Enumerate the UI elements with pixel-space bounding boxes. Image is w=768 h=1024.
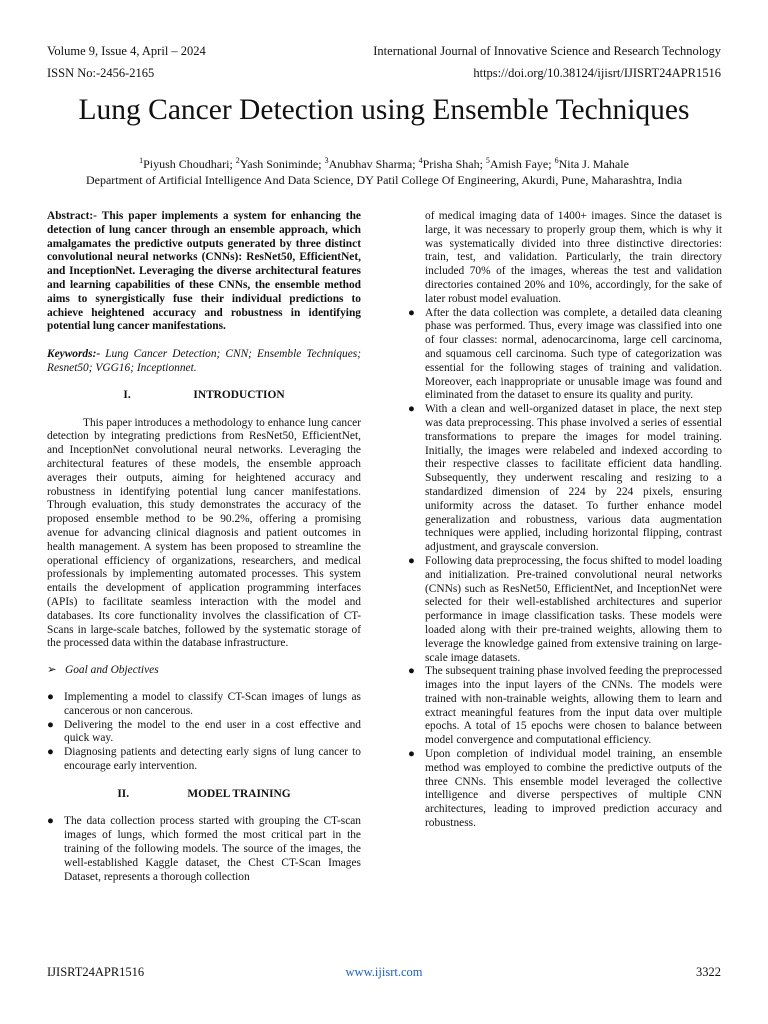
- section-heading-introduction: [47, 389, 361, 403]
- section-heading-model-training: [47, 788, 361, 802]
- author-block: [0, 153, 768, 188]
- list-item: [47, 746, 361, 774]
- list-item-text: Following data preprocessing, the focus shifted to model loading and initialization. Pre-trained convolutional neural networks (CNNs) such as ResNet50, EfficientNet, and InceptionNet were selected for their well-established architectures and superior performance in image classification tasks. These models were loaded along with their pre-trained weights, allowing them to leverage the knowledge gained from extensive training on large-scale image datasets.: [425, 554, 722, 664]
- list-item-text: Implementing a model to classify CT-Scan images of lungs as cancerous or non cancerous.: [64, 690, 361, 717]
- author-1-index: 1: [139, 156, 144, 165]
- bullet-icon: ●: [47, 690, 54, 703]
- author-list: [0, 153, 768, 172]
- author-5: Amish Faye;: [489, 157, 555, 171]
- author-2: Yash Soniminde;: [239, 157, 325, 171]
- doi-link[interactable]: https://doi.org/10.38124/ijisrt/IJISRT24APR1516: [473, 66, 721, 80]
- abstract: Abstract:- This paper implements a system for enhancing the detection of lung cancer through an ensemble approach, which amalgamates the predictive outputs generated by three distinct convolutional neural networks (CNNs): ResNet50, EfficientNet, and InceptionNet. Leveraging the diverse architectural features and learning capabilities of these CNNs, the ensemble method aims to synergistically fuse their individual predictions to achieve heightened accuracy and robustness in identifying potential lung cancer manifestations.: [47, 210, 361, 333]
- list-item: [47, 815, 361, 884]
- list-item-text: Diagnosing patients and detecting early signs of lung cancer to encourage early intervention.: [64, 746, 361, 772]
- keywords-label: Keywords:-: [47, 348, 101, 361]
- section-number: II.: [117, 787, 130, 800]
- arrow-bullet-icon: ➢: [47, 664, 57, 677]
- journal-name: International Journal of Innovative Science and Research Technology: [373, 44, 721, 58]
- goal-subheading: [47, 664, 361, 678]
- left-column: [47, 210, 361, 884]
- author-3-index: 3: [324, 156, 329, 165]
- section-number: I.: [123, 388, 131, 401]
- list-item-text: Delivering the model to the end user in a cost effective and quick way.: [64, 718, 361, 745]
- goal-subheading-text: Goal and Objectives: [65, 664, 159, 677]
- bullet-icon: ●: [47, 718, 54, 731]
- author-1: Piyush Choudhari;: [143, 157, 236, 171]
- list-item-text: Upon completion of individual model training, an ensemble method was employed to combine the predictive outputs of the three CNNs. This ensemble model leveraged the collective intelligence and diverse perspectives of multiple CNN architectures, leading to improved prediction accuracy and robustness.: [425, 748, 722, 830]
- list-item: [408, 748, 722, 831]
- bullet-icon: ●: [408, 748, 415, 761]
- page-number: 3322: [696, 965, 721, 979]
- list-item: [47, 719, 361, 747]
- list-item: [47, 691, 361, 719]
- list-item-text: After the data collection was complete, a detailed data cleaning phase was performed. Thus, every image was classified into one of four classes: normal, adenocarcinoma, large cell carcinoma, and squamous cell carcinoma. Such type of categorization was essential for the following stages of training and validation. Moreover, each inappropriate or unusable image was found and eliminated from the dataset to ensure its quality and purity.: [425, 306, 722, 402]
- author-2-index: 2: [235, 156, 240, 165]
- training-continuation: of medical imaging data of 1400+ images. Since the dataset is large, it was necessary to properly group them, which is why it was systematically divided into three distinctive directories: train, test, and validation. Particularly, the train directory included 70% of the images, whereas the test and validation directories contained 20% and 10%, accordingly, for the sake of later robust model evaluation.: [425, 210, 722, 305]
- issn: ISSN No:-2456-2165: [47, 66, 155, 80]
- training-list-start: [47, 815, 361, 884]
- author-3: Anubhav Sharma;: [328, 157, 419, 171]
- goal-list: [47, 691, 361, 774]
- bullet-icon: ●: [47, 746, 54, 759]
- footer-website-link[interactable]: www.ijisrt.com: [345, 965, 423, 979]
- list-item: [408, 403, 722, 555]
- author-6: Nita J. Mahale: [558, 157, 629, 171]
- bullet-icon: ●: [47, 815, 54, 828]
- author-6-index: 6: [554, 156, 559, 165]
- bullet-icon: ●: [408, 403, 415, 416]
- list-item-text: With a clean and well-organized dataset in place, the next step was data preprocessing. This phase involved a series of essential transformations to prepare the images for model training. Initially, the images were relabeled and indexed according to their respective classes to facilitate efficient data handling. Subsequently, they underwent rescaling and resizing to a standardized dimension of 224 by 224 pixels, ensuring uniformity across the dataset. To further enhance model generalization and robustness, various data augmentation techniques were applied, including horizontal flipping, contrast adjustment, and grayscale conversion.: [425, 403, 722, 554]
- section-title: MODEL TRAINING: [187, 787, 291, 800]
- training-list: [408, 307, 722, 831]
- list-item: [408, 555, 722, 665]
- keywords-text: Lung Cancer Detection; CNN; Ensemble Techniques; Resnet50; VGG16; Inceptionnet.: [47, 348, 361, 374]
- list-item-text: The subsequent training phase involved feeding the preprocessed images into the input layers of the CNNs. The models were trained with non-trainable weights, allowing them to learn and extract meaningful features from the input data over multiple epochs. A total of 15 epochs were chosen to balance between model convergence and computational efficiency.: [425, 665, 723, 747]
- volume-info: Volume 9, Issue 4, April – 2024: [47, 44, 206, 58]
- list-item: [408, 665, 722, 748]
- introduction-paragraph: This paper introduces a methodology to enhance lung cancer detection by integrating predictions from ResNet50, EfficientNet, and InceptionNet convolutional neural networks. Leveraging the architectural features of these models, the ensemble approach averages their outputs, aiming for heightened accuracy and robustness in identifying potential lung cancer manifestations. Through evaluation, this study demonstrates the accuracy of the proposed ensemble method to be 90.2%, offering a promising avenue for advancing clinical diagnosis and patient outcomes in health management. A system has been proposed to streamline the operational efficiency of organizations, researchers, and medical professionals by implementing automated processes. This system entails the development of application programming interfaces (APIs) to facilitate seamless interaction with the model and databases. Its core functionality involves the classification of CT-Scans in large-scale batches, followed by the systematic storage of the processed data within the database infrastructure.: [47, 416, 361, 650]
- author-5-index: 5: [485, 156, 490, 165]
- keywords: [47, 348, 361, 376]
- bullet-icon: ●: [408, 306, 415, 319]
- author-4-index: 4: [418, 156, 423, 165]
- author-4: Prisha Shah;: [422, 157, 486, 171]
- paper-title: Lung Cancer Detection using Ensemble Techniques: [78, 94, 690, 126]
- list-item-text: The data collection process started with grouping the CT-scan images of lungs, which formed the most critical part in the training of the following models. The source of the images, the well-established Kaggle dataset, the Chest CT-Scan Images Dataset, represents a thorough collection: [64, 815, 361, 883]
- section-title: INTRODUCTION: [193, 388, 285, 401]
- right-column: [408, 210, 722, 831]
- affiliation: Department of Artificial Intelligence And Data Science, DY Patil College Of Engineering, Akurdi, Pune, Maharashtra, India: [85, 173, 683, 187]
- bullet-icon: ●: [408, 665, 415, 678]
- footer-paper-id: IJISRT24APR1516: [47, 965, 145, 979]
- list-item: [408, 307, 722, 404]
- bullet-icon: ●: [408, 554, 415, 567]
